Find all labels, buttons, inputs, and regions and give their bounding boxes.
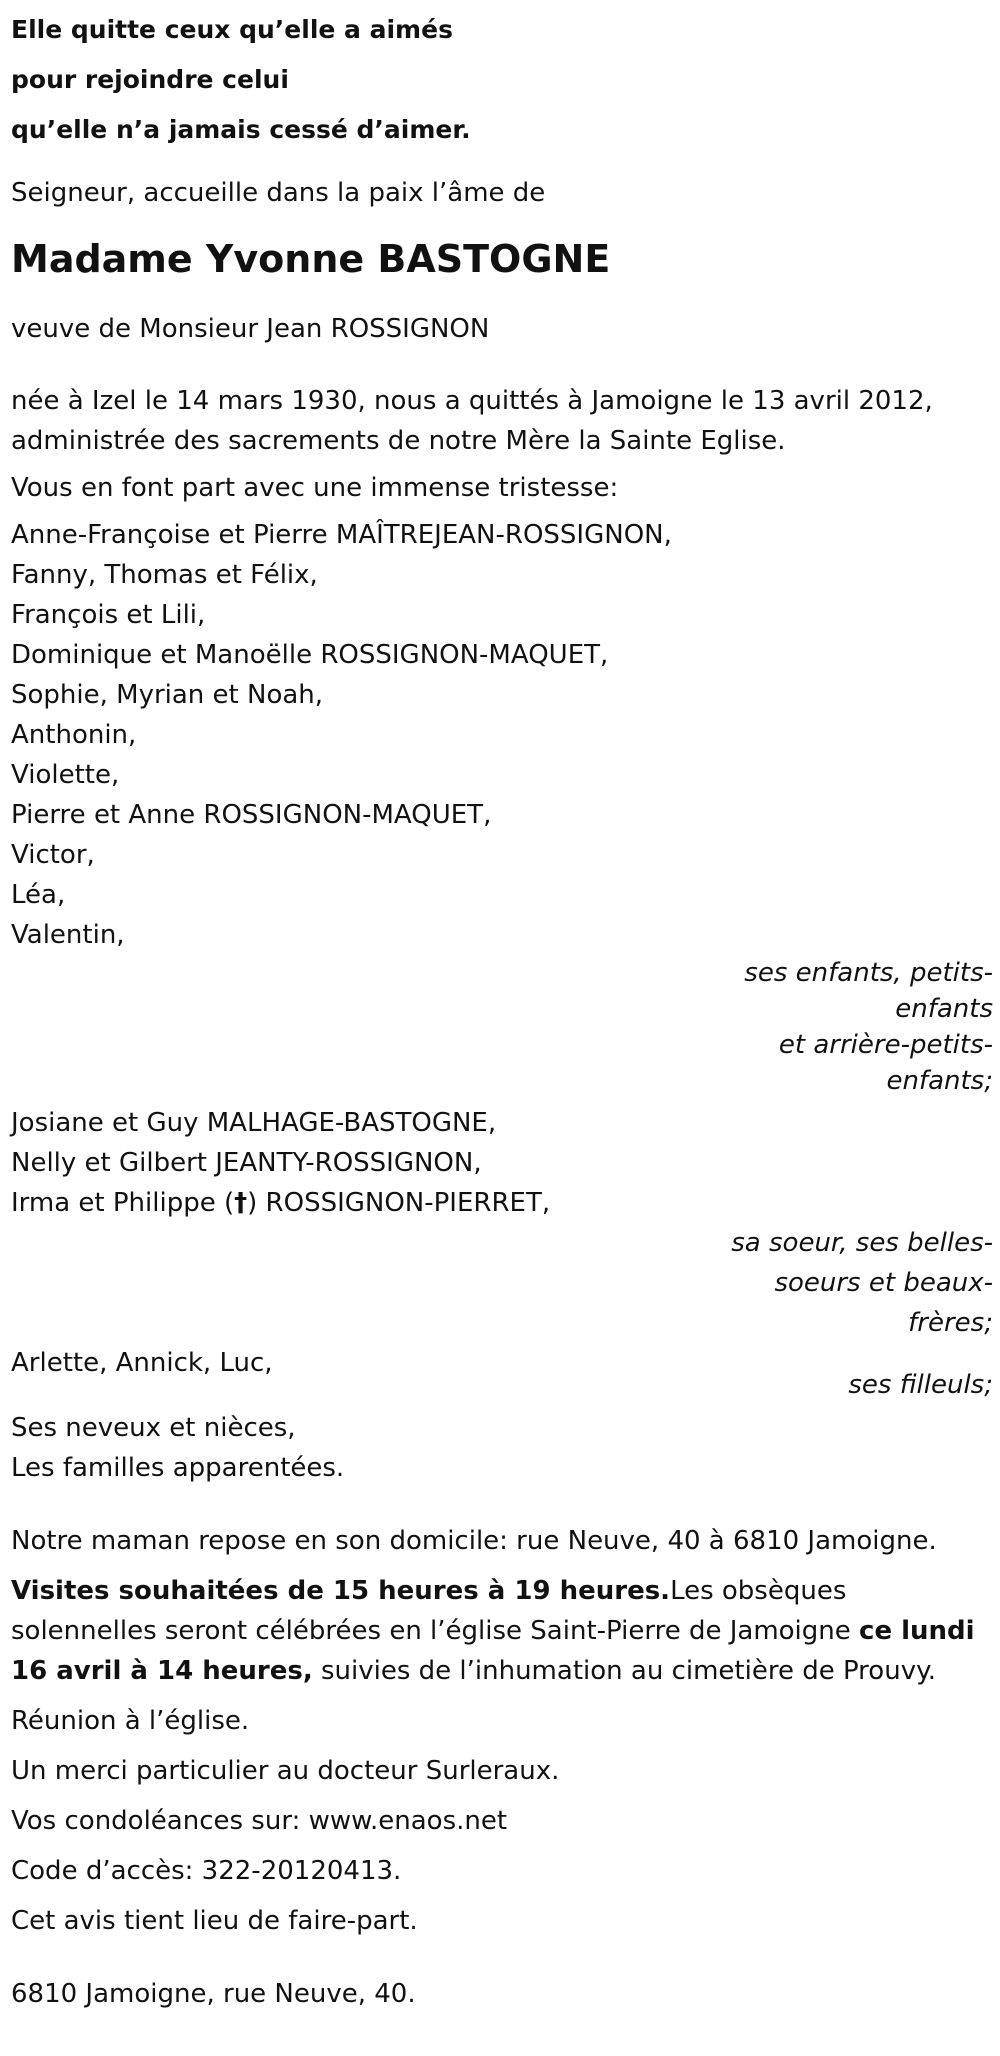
opening-quote [11,5,993,155]
family-member: Fanny, Thomas et Félix, [11,560,318,590]
family-member-part: Irma et Philippe ( [11,1188,235,1218]
family-member: Violette, [11,760,120,790]
domicile-info: Notre maman repose en son domicile: rue Neuve, 40 à 6810 Jamoigne. [11,1526,937,1556]
relation-siblings [11,1223,993,1343]
announcement: Vous en font part avec une immense tristesse: [11,473,619,503]
deceased-name: Madame Yvonne BASTOGNE [11,237,611,281]
condolences-info: Vos condoléances sur: www.enaos.net [11,1806,508,1836]
birth-death-line: administrée des sacrements de notre Mère la Sainte Eglise. [11,426,786,456]
relation-line: enfants [895,994,993,1024]
family-member: Léa, [11,880,66,910]
widow-of: veuve de Monsieur Jean ROSSIGNON [11,314,490,344]
family-member: Pierre et Anne ROSSIGNON-MAQUET, [11,800,492,830]
intro-text: Seigneur, accueille dans la paix l’âme de [11,178,546,208]
family-member: Anne-Françoise et Pierre MAÎTREJEAN-ROSSIGNON, [11,520,672,550]
family-member: Valentin, [11,920,125,950]
relation-line: sa soeur, ses belles- [731,1228,993,1258]
relation-line: soeurs et beaux- [774,1268,993,1298]
funeral-info [11,1571,986,1691]
relation-line: frères; [908,1308,993,1338]
other-relatives [11,1408,993,1488]
funeral-date: ce lundi 16 avril à 14 heures, [11,1616,975,1686]
obituary-notice [11,0,993,2014]
funeral-text: suivies de l’inhumation au cimetière de Prouvy. [312,1656,937,1686]
family-member: François et Lili, [11,600,206,630]
quote-line: qu’elle n’a jamais cessé d’aimer. [11,115,471,144]
relative-line: Ses neveux et nièces, [11,1413,296,1443]
godchildren-row [11,1343,993,1400]
family-member: Dominique et Manoëlle ROSSIGNON-MAQUET, [11,640,609,670]
reunion-info: Réunion à l’église. [11,1706,250,1736]
birth-death-line: née à Izel le 14 mars 1930, nous a quittés à Jamoigne le 13 avril 2012, [11,386,933,416]
notice-info: Cet avis tient lieu de faire-part. [11,1906,418,1936]
family-member: Sophie, Myrian et Noah, [11,680,324,710]
godchildren-names: Arlette, Annick, Luc, [11,1348,273,1378]
quote-line: pour rejoindre celui [11,65,289,94]
family-member: Josiane et Guy MALHAGE-BASTOGNE, [11,1108,497,1138]
relation-godchildren: ses filleuls; [848,1370,993,1400]
visits-hours: Visites souhaitées de 15 heures à 19 heures. [11,1576,671,1606]
thanks-info: Un merci particulier au docteur Surleraux. [11,1756,560,1786]
family-member: Anthonin, [11,720,137,750]
family-member: Victor, [11,840,95,870]
relation-line: et arrière-petits- [778,1030,993,1060]
relative-line: Les familles apparentées. [11,1453,345,1483]
family-member [11,1183,993,1223]
family-member-part: ) ROSSIGNON-PIERRET, [247,1188,551,1218]
family-children-list [11,515,993,955]
access-code: Code d’accès: 322-20120413. [11,1856,402,1886]
quote-line: Elle quitte ceux qu’elle a aimés [11,15,453,44]
relation-line: ses enfants, petits- [744,958,993,988]
relation-line: enfants; [886,1066,993,1096]
relation-children [11,955,993,1099]
birth-death-info [11,381,993,461]
cross-icon: † [234,1188,248,1218]
funeral-text: Les obsèques solennelles seront célébrées en l’église Saint-Pierre de Jamoigne [11,1576,860,1646]
address: 6810 Jamoigne, rue Neuve, 40. [11,1979,416,2009]
family-member: Nelly et Gilbert JEANTY-ROSSIGNON, [11,1148,482,1178]
family-siblings-list [11,1103,993,1223]
